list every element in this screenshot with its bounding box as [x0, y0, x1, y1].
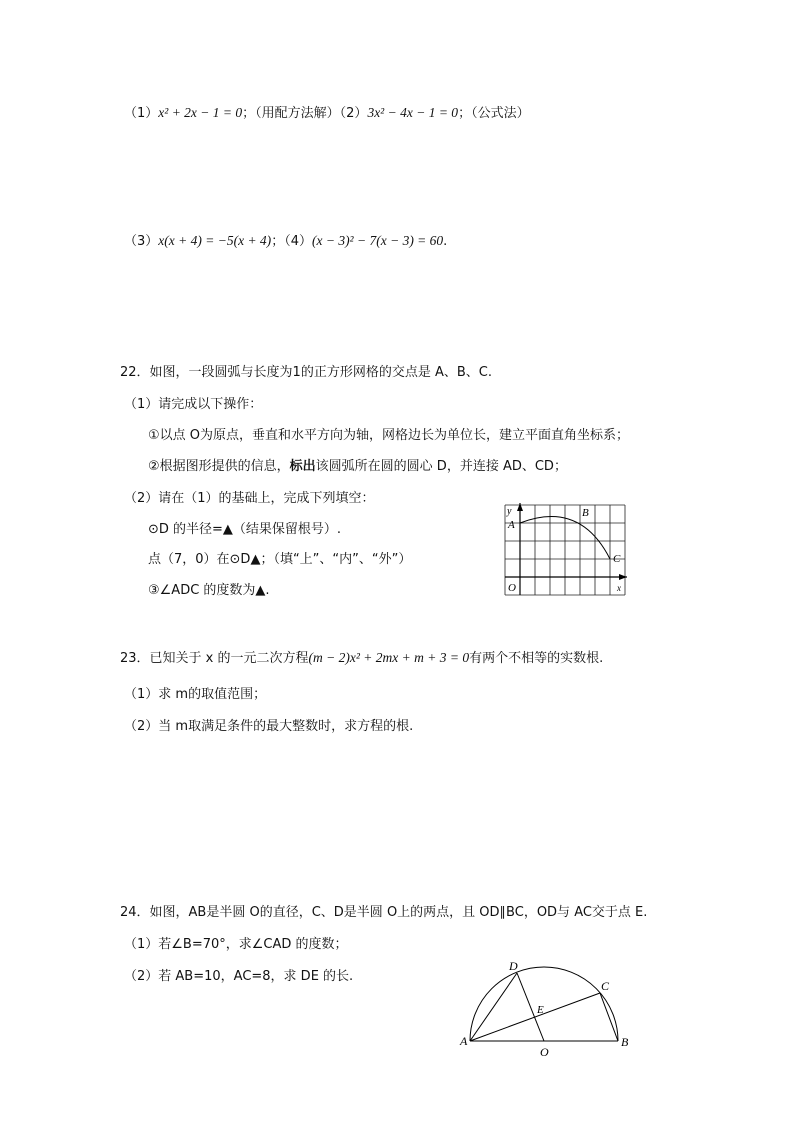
- q21-text: ；（4）: [271, 234, 312, 249]
- q21-part-label: （3）: [124, 234, 159, 249]
- q22-part-1: （1）请完成以下操作：: [124, 397, 263, 412]
- q21-text: .: [443, 234, 448, 249]
- q22-fill-2: 点（7，0）在⊙D▲；（填“上”、“内”、“外”）: [148, 552, 412, 567]
- center-label-o: O: [540, 1045, 549, 1059]
- q23-stem-text: 23．已知关于 x 的一元二次方程: [120, 651, 309, 666]
- q21-equation-1: x² + 2x − 1 = 0: [158, 105, 243, 120]
- q21-equation-2: 3x² − 4x − 1 = 0: [367, 105, 459, 120]
- q23-part-2: （2）当 m取满足条件的最大整数时，求方程的根.: [124, 719, 414, 734]
- q22-step-2-text: ②根据图形提供的信息，: [148, 459, 290, 474]
- q24-part-1: （1）若∠B=70°，求∠CAD 的度数；: [124, 937, 348, 952]
- q23-equation: (m − 2)x² + 2mx + m + 3 = 0: [308, 650, 470, 665]
- q22-fill-3: ③∠ADC 的度数为▲.: [148, 583, 270, 598]
- q23-part-1: （1）求 m的取值范围；: [124, 687, 267, 702]
- q23-stem-text: 有两个不相等的实数根.: [469, 651, 604, 666]
- point-label-a: A: [460, 1034, 468, 1048]
- point-label-e: E: [537, 1004, 544, 1016]
- q21-text: ；（公式法）: [458, 106, 530, 121]
- point-label-c: C: [601, 979, 610, 993]
- q22-step-2-text: 该圆弧所在圆的圆心 D，并连接 AD、CD；: [315, 459, 567, 474]
- q21-equation-4: (x − 3)² − 7(x − 3) = 60: [311, 233, 444, 248]
- q22-part-2: （2）请在（1）的基础上，完成下列填空：: [124, 491, 375, 506]
- point-label-b: B: [621, 1035, 629, 1049]
- x-axis-label: x: [617, 583, 621, 593]
- point-label-d: D: [509, 959, 518, 973]
- q21-equation-3: x(x + 4) = −5(x + 4): [158, 233, 272, 248]
- segment-ac: [470, 993, 600, 1041]
- point-label-c: C: [613, 553, 621, 565]
- point-label-a: A: [508, 519, 515, 531]
- q24-stem: 24．如图，AB是半圆 O的直径，C、D是半圆 O上的两点，且 OD∥BC，OD与 AC交于点 E.: [120, 905, 648, 920]
- segment-ad: [470, 973, 517, 1041]
- y-axis-label: y: [507, 506, 512, 517]
- point-label-b: B: [582, 507, 589, 519]
- q22-stem: 22．如图，一段圆弧与长度为1的正方形网格的交点是 A、B、C.: [120, 365, 492, 380]
- q22-step-1: ①以点 O为原点，垂直和水平方向为轴，网格边长为单位长，建立平面直角坐标系；: [148, 428, 630, 443]
- q22-fill-1: ⊙D 的半径=▲（结果保留根号）.: [148, 522, 342, 537]
- q24-part-2: （2）若 AB=10，AC=8，求 DE 的长.: [124, 969, 354, 984]
- origin-label-o: O: [508, 582, 516, 594]
- q21-text: ；（用配方法解）（2）: [242, 106, 368, 121]
- segment-bc: [600, 993, 618, 1041]
- q22-step-2-emphasis: 标出: [289, 459, 316, 474]
- q21-part-label: （1）: [124, 106, 159, 121]
- semicircle-arc: [470, 967, 618, 1041]
